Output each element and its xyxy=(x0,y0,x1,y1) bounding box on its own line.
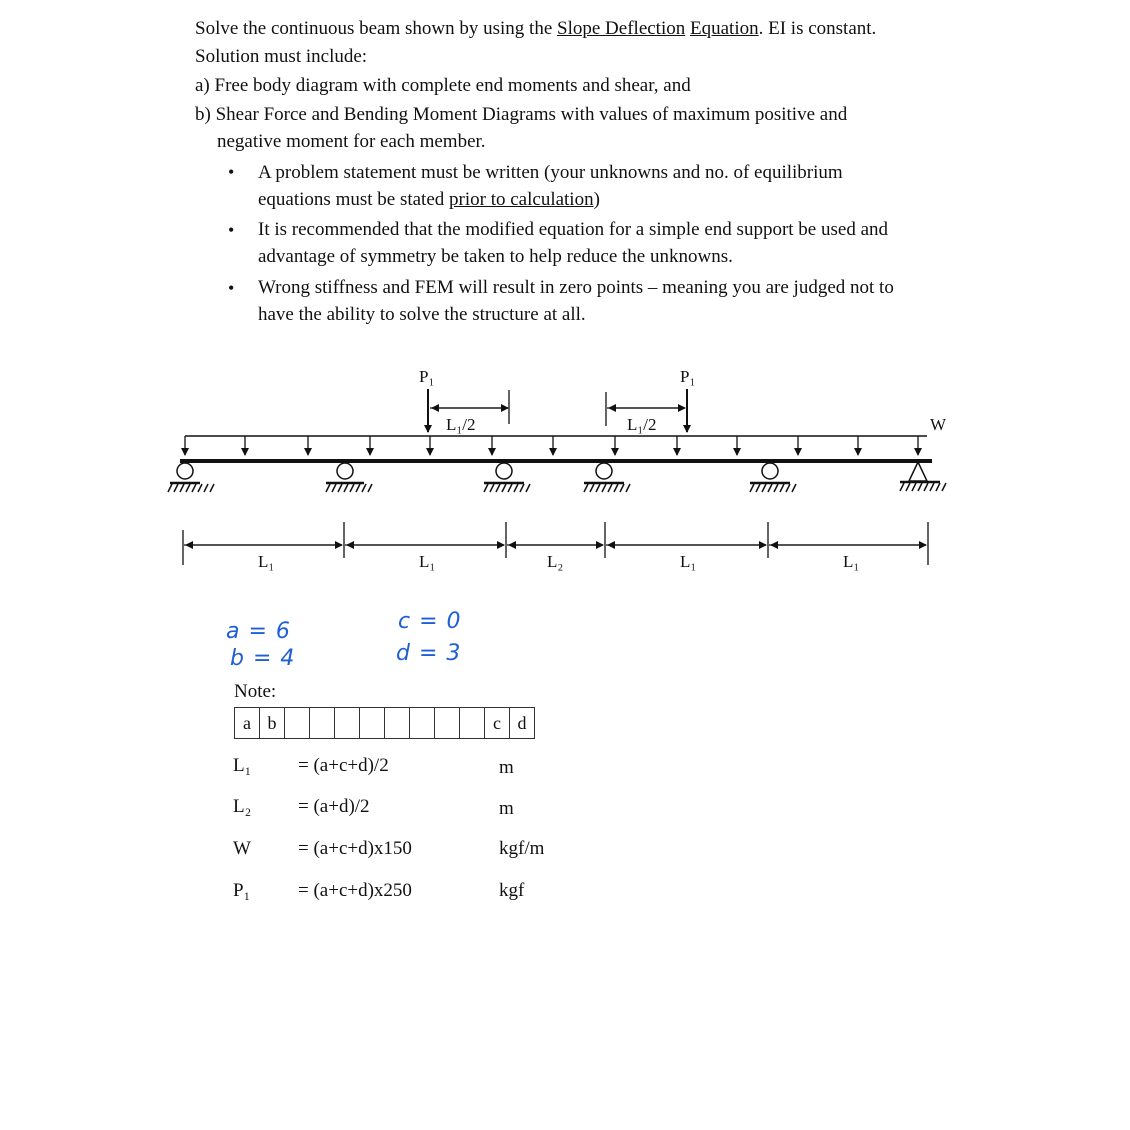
part-a: a) Free body diagram with complete end moments and shear, and xyxy=(195,75,691,96)
handwritten-d: d = 3 xyxy=(396,641,462,666)
bullet-2: • xyxy=(228,220,235,240)
row-w-unit: kgf/m xyxy=(499,838,545,859)
digit-cell xyxy=(360,708,385,739)
half-span-2-label: L₁/2 xyxy=(627,415,657,434)
bullet-1: • xyxy=(228,162,235,182)
part-b-line2: negative moment for each member. xyxy=(217,131,486,152)
span-3-label: L₂ xyxy=(547,552,564,571)
equation-link: Equation xyxy=(690,18,759,39)
solution-heading: Solution must include: xyxy=(195,46,368,67)
roller-support-2 xyxy=(326,463,372,492)
point-load-1-label: P₁ xyxy=(419,367,435,386)
digit-cell xyxy=(285,708,310,739)
span-1-label: L₁ xyxy=(258,552,275,571)
row-l2-symbol: L₂ xyxy=(233,796,252,817)
digit-cell xyxy=(385,708,410,739)
bullet-1-line2: equations must be stated prior to calculation) xyxy=(258,189,600,210)
roller-support-3 xyxy=(484,463,530,492)
half-span-1-label: L₁/2 xyxy=(446,415,476,434)
udl-arrows xyxy=(185,436,918,455)
row-l1-symbol: L₁ xyxy=(233,755,252,776)
row-l1-unit: m xyxy=(499,757,514,778)
part-b-line1: b) Shear Force and Bending Moment Diagrams with values of maximum positive and xyxy=(195,104,848,125)
roller-support-4 xyxy=(584,463,630,492)
digit-cell-a: a xyxy=(235,708,260,739)
span-5-label: L₁ xyxy=(843,552,860,571)
digit-cell xyxy=(310,708,335,739)
span-4-label: L₁ xyxy=(680,552,697,571)
row-w-formula: = (a+c+d)x150 xyxy=(298,838,412,859)
row-p1-symbol: P₁ xyxy=(233,880,251,901)
span-2-label: L₁ xyxy=(419,552,436,571)
bullet-1-line1: A problem statement must be written (your unknowns and no. of equilibrium xyxy=(258,162,843,183)
slope-deflection-link: Slope Deflection xyxy=(557,18,686,39)
digit-cell-c: c xyxy=(485,708,510,739)
row-l2-formula: = (a+d)/2 xyxy=(298,796,370,817)
row-l2-unit: m xyxy=(499,798,514,819)
bullet-2-line2: advantage of symmetry be taken to help reduce the unknowns. xyxy=(258,246,733,267)
digit-cell xyxy=(460,708,485,739)
digit-cell xyxy=(410,708,435,739)
row-l1-formula: = (a+c+d)/2 xyxy=(298,755,389,776)
intro-line: Solve the continuous beam shown by using the Slope Deflection Equation. EI is constant. xyxy=(195,18,877,39)
point-load-2-label: P₁ xyxy=(680,367,696,386)
roller-support-1 xyxy=(168,463,214,492)
row-p1-formula: = (a+c+d)x250 xyxy=(298,880,412,901)
digit-cell xyxy=(435,708,460,739)
handwritten-a: a = 6 xyxy=(226,619,291,644)
pin-support xyxy=(900,462,946,491)
digit-cell xyxy=(335,708,360,739)
prior-to-calculation: prior to calculation xyxy=(449,189,594,210)
udl-label: W xyxy=(930,415,947,434)
handwritten-c: c = 0 xyxy=(398,609,462,634)
digit-cell-d: d xyxy=(510,708,535,739)
digit-cell-b: b xyxy=(260,708,285,739)
roller-support-5 xyxy=(750,463,796,492)
bullet-3-line1: Wrong stiffness and FEM will result in zero points – meaning you are judged not to xyxy=(258,277,894,298)
bullet-3: • xyxy=(228,278,235,298)
bullet-3-line2: have the ability to solve the structure at all. xyxy=(258,304,586,325)
note-title: Note: xyxy=(234,681,277,702)
row-w-symbol: W xyxy=(233,838,251,859)
id-digit-table xyxy=(234,707,535,739)
bullet-2-line1: It is recommended that the modified equation for a simple end support be used and xyxy=(258,219,888,240)
handwritten-b: b = 4 xyxy=(230,646,296,671)
row-p1-unit: kgf xyxy=(499,880,525,901)
